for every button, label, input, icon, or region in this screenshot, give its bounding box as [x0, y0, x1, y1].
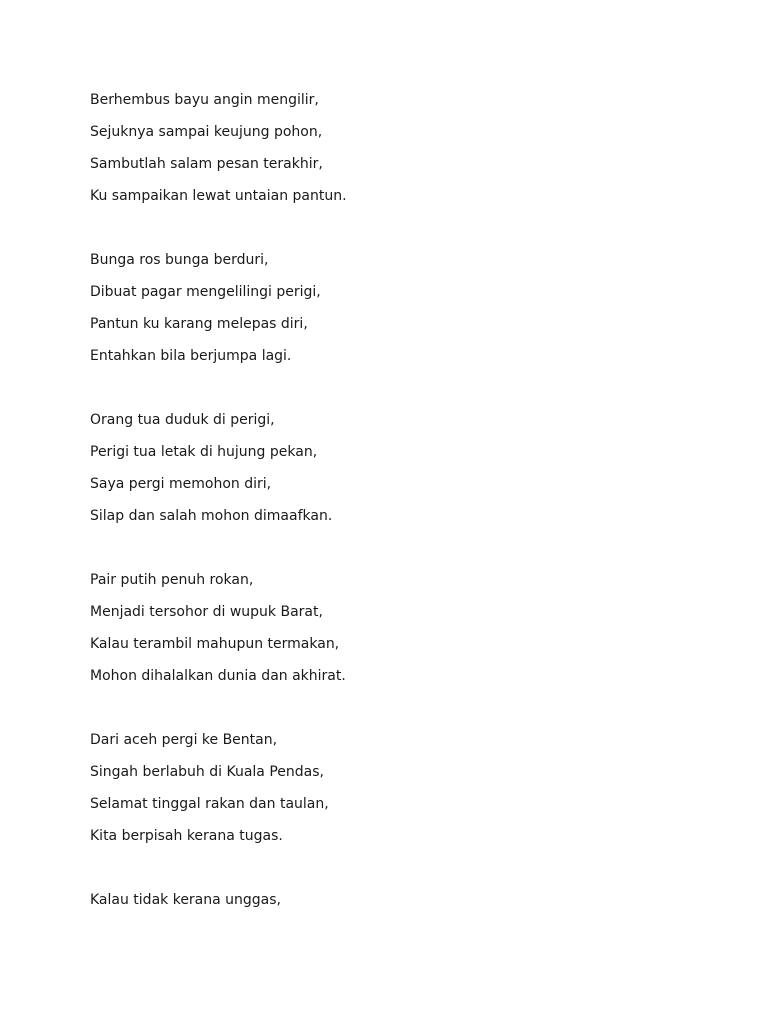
poem-line: Berhembus bayu angin mengilir,: [90, 92, 319, 108]
poem-line: Pair putih penuh rokan,: [90, 572, 254, 588]
poem-line: Sejuknya sampai keujung pohon,: [90, 124, 323, 140]
stanza-2: [90, 249, 730, 377]
poem-line: Menjadi tersohor di wupuk Barat,: [90, 604, 323, 620]
poem-line: Kalau tidak kerana unggas,: [90, 892, 282, 908]
poem-line: Entahkan bila berjumpa lagi.: [90, 348, 292, 364]
poem-line: Saya pergi memohon diri,: [90, 476, 272, 492]
stanza-1: [90, 89, 730, 217]
poem-line: Dibuat pagar mengelilingi perigi,: [90, 284, 321, 300]
stanza-5: [90, 729, 730, 857]
poem-line: Mohon dihalalkan dunia dan akhirat.: [90, 668, 346, 684]
stanza-6: [90, 889, 730, 921]
poem-line: Singah berlabuh di Kuala Pendas,: [90, 764, 324, 780]
poem-line: Dari aceh pergi ke Bentan,: [90, 732, 278, 748]
poem-line: Kita berpisah kerana tugas.: [90, 828, 283, 844]
pantun-text: [90, 89, 730, 953]
poem-line: Silap dan salah mohon dimaafkan.: [90, 508, 333, 524]
poem-line: Bunga ros bunga berduri,: [90, 252, 269, 268]
poem-line: Sambutlah salam pesan terakhir,: [90, 156, 323, 172]
stanza-3: [90, 409, 730, 537]
poem-line: Orang tua duduk di perigi,: [90, 412, 275, 428]
poem-line: Ku sampaikan lewat untaian pantun.: [90, 188, 347, 204]
poem-line: Pantun ku karang melepas diri,: [90, 316, 308, 332]
poem-line: Perigi tua letak di hujung pekan,: [90, 444, 318, 460]
stanza-4: [90, 569, 730, 697]
poem-line: Selamat tinggal rakan dan taulan,: [90, 796, 329, 812]
poem-line: Kalau terambil mahupun termakan,: [90, 636, 340, 652]
